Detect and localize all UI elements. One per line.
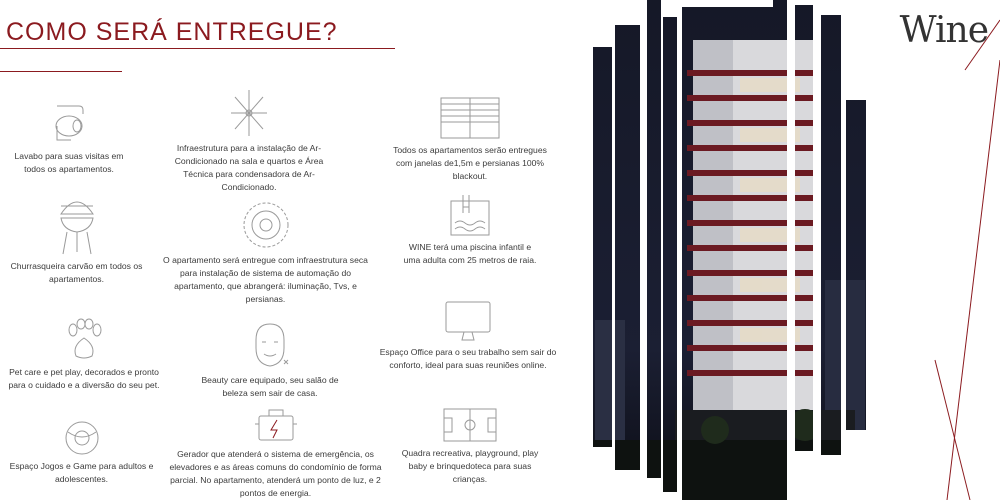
feature-pet [4, 318, 164, 392]
feature-lavabo-text: Lavabo para suas visitas em todos os apartamentos. [14, 151, 124, 174]
automation-dial-icon [163, 200, 368, 250]
feature-beauty [195, 320, 345, 400]
feature-jogos [4, 420, 159, 486]
feature-office-text: Espaço Office para o seu trabalho sem sair do conforto, ideal para suas reuniões online. [379, 347, 557, 370]
feature-office [368, 300, 568, 372]
snowflake-icon [174, 88, 324, 138]
feature-ar-text: Infraestrutura para a instalação de Ar-Condicionado na sala e quartos e Área Técnica para condensadora de Ar-Condicionado. [174, 143, 324, 192]
feature-janelas [385, 96, 555, 183]
sports-court-icon [395, 407, 545, 443]
building-render [575, 0, 1000, 500]
feature-gerador [168, 408, 383, 500]
feature-ar [174, 88, 324, 194]
feature-automacao-text: O apartamento será entregue com infraestrutura seca para instalação de sistema de automação do apartamento, que abrangerá: iluminação, Tvs, e persianas. [163, 255, 368, 304]
feature-churrasqueira [4, 190, 149, 286]
title-underline [0, 48, 395, 49]
feature-quadra [395, 407, 545, 486]
brand-logo: Wine [899, 10, 988, 51]
generator-icon [168, 408, 383, 444]
monitor-icon [368, 300, 568, 342]
feature-janelas-text: Todos os apartamentos serão entregues com janelas de1,5m e persianas 100% blackout. [393, 145, 547, 181]
feature-beauty-text: Beauty care equipado, seu salão de beleza sem sair de casa. [201, 375, 339, 398]
pool-ball-icon [4, 420, 159, 456]
feature-quadra-text: Quadra recreativa, playground, play baby e brinquedoteca para suas crianças. [401, 448, 539, 484]
feature-gerador-text: Gerador que atenderá o sistema de emergência, os elevadores e as áreas comuns do condomínio de forma parcial. No apartamento, atenderá um ponto de luz, e 2 pontos de energia. [169, 449, 382, 498]
building-strips-image [575, 0, 1000, 500]
feature-automacao [163, 200, 368, 306]
feature-piscina-text: WINE terá uma piscina infantil e uma adulta com 25 metros de raia. [403, 242, 537, 265]
grill-icon [4, 190, 149, 256]
feature-piscina [400, 193, 540, 267]
paw-icon [4, 318, 164, 362]
feature-lavabo [4, 100, 134, 176]
toilet-paper-icon [4, 100, 134, 146]
feature-churrasqueira-text: Churrasqueira carvão em todos os apartamentos. [10, 261, 143, 284]
window-blinds-icon [385, 96, 555, 140]
title-accent-line [0, 71, 122, 72]
pool-icon [400, 193, 540, 237]
face-mask-icon [195, 320, 345, 370]
page-title: COMO SERÁ ENTREGUE? [6, 18, 338, 46]
feature-jogos-text: Espaço Jogos e Game para adultos e adolescentes. [9, 461, 154, 484]
feature-pet-text: Pet care e pet play, decorados e pronto para o cuidado e a diversão do seu pet. [8, 367, 160, 390]
